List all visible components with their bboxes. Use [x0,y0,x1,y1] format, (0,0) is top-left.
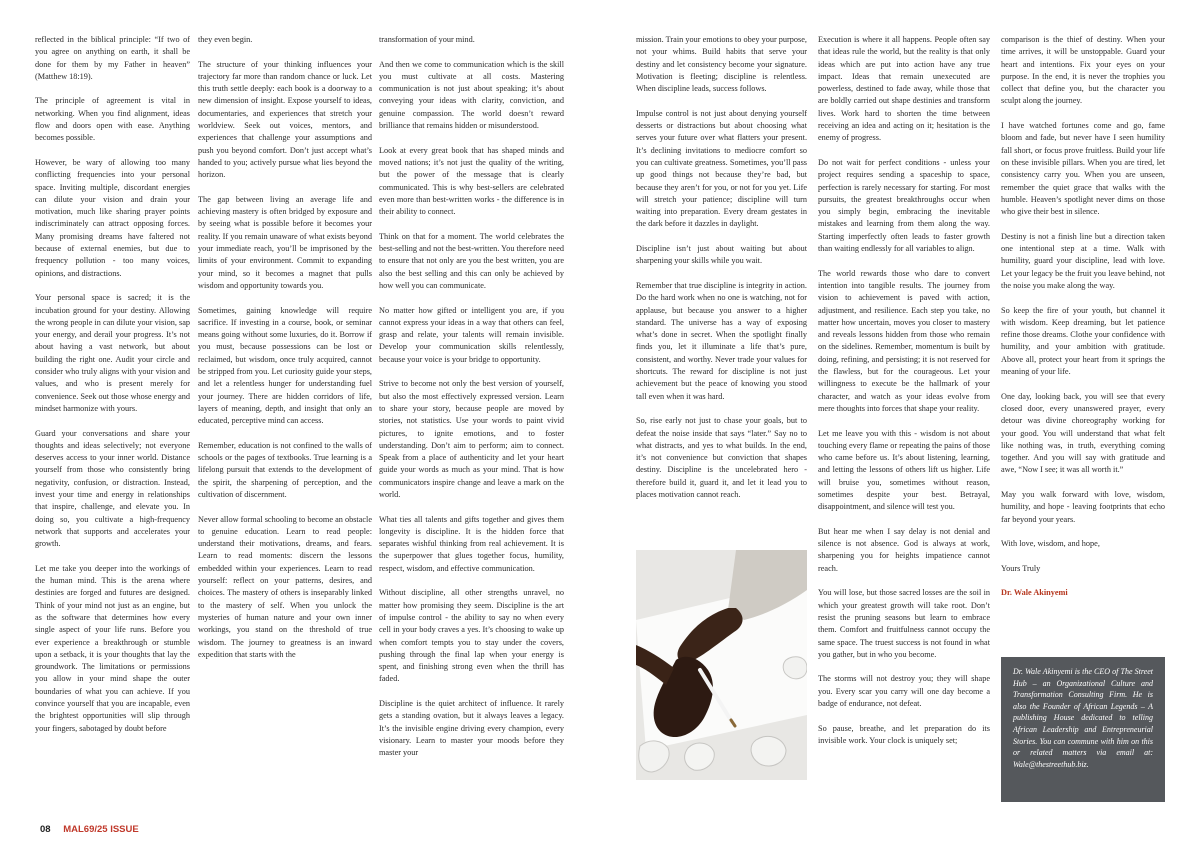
column-5 [818,34,990,760]
paragraph: Without discipline, all other strengths unravel, no matter how promising they seem. Discipline is the art of impulse control - the ability to say no when every cell in your body craves a yes. It’s choosing to wake up when comfort tempts you to stay under the covers, pushing through the final lap when your energy is spent, and finishing strong even when the thrill has faded. [379,588,564,684]
paragraph: The world rewards those who dare to convert intention into tangible results. The journey from vision to achievement is paved with action, adjustment, and resilience. Each step you take, no matter how uncertain, moves you closer to mastery and reveals lessons hidden from those who remain on the sidelines. Remember, momentum is built by doing, refining, and persisting; it is not reserved for the flawless, but for the courageous. Let your willingness to execute be the hallmark of your character, and watch as your ideas evolve from mere thoughts into forces that shape your reality. [818,268,990,413]
column-4 [636,34,807,514]
paragraph: With love, wisdom, and hope, [1001,539,1100,549]
paragraph: they even begin. [198,35,253,44]
paragraph: You will lose, but those sacred losses are the soil in which your greatest growth will take root. Don’t resist the pruning seasons but learn to embrace them. Comfort and fruitfulness cannot occupy the same space. The truest success is not found in what you gather, but in who you become. [818,588,990,659]
issue-label: MAL69/25 ISSUE [63,824,139,835]
crumpled-paper-3 [751,736,786,766]
paragraph: Impulse control is not just about denying yourself desserts or distractions but about choosing what serves your future over what flatters your present. It’s declining invitations to mediocre comfort so you can cultivate greatness. Sometimes, you’ll pass up good things not because they’re bad, but because they aren’t for you, or not for you yet. Life will stretch your patience; discipline will turn waiting into preparation. Every dream gestates in the dark before it dazzles in daylight. [636,108,807,229]
paragraph: Remember, education is not confined to the walls of schools or the pages of textbooks. True learning is a lifelong pursuit that extends to the development of the spirit, the sharpening of perception, and the cultivation of discernment. [198,440,372,499]
paragraph: Yours Truly [1001,563,1041,573]
photo-illustration [636,550,807,780]
column-6 [1001,34,1165,612]
paragraph: mission. Train your emotions to obey your purpose, not your whims. Build habits that serve your destiny and let consistency become your signature. Motivation is fleeting; discipline is relentless. When discipline leads, success follows. [636,35,807,94]
paragraph: But hear me when I say delay is not denial and silence is not absence. God is always at work, sharpening you for heights impatience cannot reach. [818,526,990,573]
paragraph: May you walk forward with love, wisdom, humility, and hope - leaving footprints that echo far beyond your years. [1001,489,1165,524]
paragraph: So pause, breathe, and let preparation do its invisible work. Your clock is uniquely set; [818,723,990,745]
paragraph: Sometimes, gaining knowledge will require sacrifice. If investing in a course, book, or seminar means going without some luxuries, do it. Borrow if you must, because possessions can be lost or reclaimed, but wisdom, once truly acquired, cannot be stripped from you. Let curiosity guide your steps, and let a relentless hunger for understanding fuel your journey. There are hidden corridors of life, layers of meaning, depth, and insight that only an educated, perceptive mind can access. [198,305,372,426]
paragraph: The principle of agreement is vital in networking. When you find alignment, ideas flow and doors open with ease. Anything becomes possible. [35,96,190,143]
paragraph: Look at every great book that has shaped minds and moved nations; it’s not just the quality of the writing, but the power of the message that is clearly communicated. This is why best-sellers are celebrated even more than best-written works - the difference is in their ability to connect. [379,145,564,217]
column-1 [35,34,190,747]
paragraph: reflected in the biblical principle: “If two of you agree on anything on earth, it shall be done for them by my Father in heaven” (Matthew 18:19). [35,35,190,81]
page-footer [40,824,139,835]
paragraph: The gap between living an average life and achieving mastery is often bridged by exposure and by seeing what is possible before it becomes your reality. If you remain unaware of what exists beyond your immediate reach, you’ll be imprisoned by the limits of your environment. Commit to expanding your mind, so it becomes a magnet that pulls wisdom and opportunity towards you. [198,194,372,290]
author-bio: Dr. Wale Akinyemi is the CEO of The Street Hub – an Organizational Culture and Transformation Consulting Firm. He is also the Founder of African Legends – A publishing House dedicated to telling African Leadership and Entrepreneurial Stories. You can commune with him on this or related matters via email at: Wale@thestreethub.biz. [1013,667,1153,769]
paragraph: So keep the fire of your youth, but channel it with wisdom. Keep dreaming, but let patience refine those dreams. Clothe your confidence with humility, and your ambition with gratitude. Above all, protect your heart from it springs the meaning of your life. [1001,305,1165,377]
paragraph: Let me take you deeper into the workings of the human mind. This is the arena where destinies are forged and futures are designed. Think of your mind not just as an engine, but as the software that determines how every single aspect of your life runs. Before you ever experience a breakthrough or stumble upon a setback, it is your thoughts that lay the groundwork. The limitations or permissions you allow in your mind shape the outer boundaries of what you can achieve. If you convince yourself that you are incapable, even the brightest opportunities will slip through your fingers, sabotaged by doubt before [35,563,190,733]
crumpled-paper-4 [783,657,807,679]
paragraph: No matter how gifted or intelligent you are, if you cannot express your ideas in a way that others can feel, grasp and relate, your talents will remain invisible. Develop your communication skills relentlessly, because your voice is your bridge to opportunity. [379,305,564,364]
paragraph: transformation of your mind. [379,35,475,44]
column-2 [198,34,372,673]
paragraph: What ties all talents and gifts together and gives them longevity is discipline. It is the hidden force that separates wishful thinking from real achievement. It is the superpower that glues together focus, humility, respect, wisdom, and effective communication. [379,514,564,573]
paragraph: However, be wary of allowing too many conflicting frequencies into your personal space. Inviting multiple, discordant energies can dilute your vision and drain your motivation, much like sharing prayer points indiscriminately can attract opposing forces. Many promising dreams have faltered not because of external enemies, but due to frequency pollution - too many voices, opinions, and distractions. [35,157,190,278]
paragraph: Guard your conversations and share your thoughts and ideas selectively; not everyone deserves access to your inner world. Distance yourself from those who consistently bring negativity, confusion, or distraction. Instead, invest your time and energy in relationships that inspire, challenge, and elevate you. In doing so, you cultivate a high-frequency network that supports and accelerates your growth. [35,428,190,549]
paragraph: And then we come to communication which is the skill you must cultivate at all costs. Mastering communication is not just about speaking; it’s about conveying your ideas with clarity, conviction, and genuine compassion. The world doesn’t reward brilliance that remains hidden or misunderstood. [379,59,564,131]
paragraph: Discipline isn’t just about waiting but about sharpening your skills while you wait. [636,244,807,266]
paragraph: I have watched fortunes come and go, fame bloom and fade, but never have I seen humility fall short, or focus prove fruitless. Build your life on these invisible pillars. When you are tired, let consistency carry you. When you are unseen, remember the quiet grace that walks with the humble. Heaven’s spotlight never dims on those who give their best in silence. [1001,121,1165,217]
paragraph: So, rise early not just to chase your goals, but to defeat the noise inside that says “later.” Say no to what distracts, and yes to what builds. In the end, it’s not convenience but conviction that shapes destiny. Discipline is the uncelebrated hero - therefore build it, guard it, and let it lead you to places motivation cannot reach. [636,416,807,499]
paragraph: Let me leave you with this - wisdom is not about touching every flame or repeating the pains of those who came before us. It’s about listening, learning, and letting the lessons of others lift us higher. Life will bruise you, sometimes without reason, sometimes despite your best. Betrayal, disappointment, and silence will test you. [818,428,990,512]
author-bio-box [1001,657,1165,802]
page-number: 08 [40,824,51,835]
paragraph: One day, looking back, you will see that every closed door, every unanswered prayer, every detour was divine choreography working for your good. You will understand that what felt like nothing was, in truth, everything coming together. And you will say with gratitude and awe, “Now I see; it was all worth it.” [1001,391,1165,475]
paragraph: The structure of your thinking influences your trajectory far more than random chance or luck. Let this truth settle deeply: each book is a doorway to a new dimension of insight. Expose yourself to ideas, documentaries, and experiences that stretch your worldview. Seek out voices, mentors, and experiences that challenge your assumptions and push you beyond comfort. Don’t just accept what’s handed to you; actively pursue what lies beyond the horizon. [198,59,372,180]
paragraph: Think on that for a moment. The world celebrates the best-selling and not the best-written. You therefore need to ensure that not only are you the best written, you are also the best selling and this can only be achieved by how well you can communicate. [379,231,564,290]
paragraph: comparison is the thief of destiny. When your time arrives, it will be unstoppable. Guard your heart and intentions. Fix your eyes on your purpose. In the end, it is never the trophies you collect that define you, but the character you sculpt along the journey. [1001,35,1165,106]
paragraph: Your personal space is sacred; it is the incubation ground for your destiny. Allowing the wrong people in can dilute your vision, sap your energy, and derail your progress. It’s not about having a vast network, but about building the right one. Audit your circle and consider who truly aligns with your vision and values, and who is present merely for convenience. Seek out those whose energy and mindset harmonize with yours. [35,293,190,413]
paragraph: Strive to become not only the best version of yourself, but also the most effectively expressed version. Learn to share your story, because people are moved by stories, not statistics. Use your words to paint vivid pictures, to ignite emotions, and to foster understanding. Don’t aim to perform; aim to connect. Speak from a place of authenticity and let your heart guide your words as much as your mind. That is how communicators inspire change and leave a mark on the world. [379,379,564,499]
author-signature: Dr. Wale Akinyemi [1001,588,1068,598]
paragraph: Remember that true discipline is integrity in action. Do the hard work when no one is watching, not for applause, but because you answer to a higher standard. The universe has a way of exposing what’s done in secret. When the spotlight finally finds you, let it illuminate a life that’s pure, consistent, and worthy. Never trade your values for shortcuts. The reward for discipline is not just achievement but the peace of knowing you stood tall even when it was hard. [636,280,807,401]
paragraph: Discipline is the quiet architect of influence. It rarely gets a standing ovation, but it always leaves a legacy. It’s the invisible engine driving every champion, every visionary. Learn to master your moods before they master your [379,699,564,758]
paragraph: Destiny is not a finish line but a direction taken one intentional step at a time. Walk with humility, guard your discipline, lead with love. Let your legacy be the fruit you leave behind, not the noise you make along the way. [1001,231,1165,290]
paragraph: Execution is where it all happens. People often say that ideas rule the world, but the reality is that only ideas which are put into action have any true impact. Ideas that remain unexecuted are powerless, destined to fade away, while those that are boldly carried out shape destinies and transform lives. Work hard to shorten the time between receiving an idea and acting on it; hesitation is the enemy of progress. [818,35,990,143]
paragraph: Never allow formal schooling to become an obstacle to genuine education. Learn to read people: understand their motivations, dreams, and fears. Learn to read moments: discern the lessons embedded within your experiences. Learn to read yourself: reflect on your patterns, desires, and choices. The mastery of others is inseparably linked to the mastery of self. When you unlock the mysteries of human nature and your own inner workings, you stand on the threshold of true wisdom. The journey to greatness is an inward expedition that starts with the [198,514,372,659]
column-3 [379,34,564,772]
paragraph: The storms will not destroy you; they will shape you. Every scar you carry will one day become a badge of endurance, not defeat. [818,674,990,709]
paragraph: Do not wait for perfect conditions - unless your project requires sending a spaceship to space, perfection is rarely necessary for starting. For most pursuits, the greatest breakthroughs occur when you simply begin, embracing the inevitable mistakes and learning from them along the way. Starting imperfectly often leads to faster growth than waiting endlessly for all variables to align. [818,157,990,254]
writing-hand-photo [636,550,807,780]
